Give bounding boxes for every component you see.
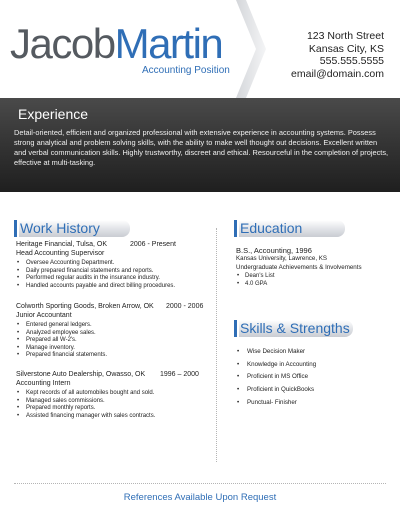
job-title: Accounting Intern bbox=[16, 380, 71, 387]
column-divider bbox=[216, 228, 217, 462]
list-item: • Prepared monthly reports. bbox=[16, 405, 212, 413]
work-history-heading bbox=[14, 220, 130, 237]
job-company: Colworth Sporting Goods, Broken Arrow, OK bbox=[16, 303, 154, 310]
experience-title: Experience bbox=[18, 106, 89, 122]
contact-info bbox=[291, 30, 384, 80]
job-entry bbox=[16, 241, 212, 290]
list-item: • Dean's List bbox=[236, 272, 386, 280]
list-item: • Managed sales commissions. bbox=[16, 398, 212, 406]
resume-header bbox=[0, 0, 400, 98]
list-item: • Proficient in QuickBooks bbox=[236, 386, 386, 399]
list-item: • Performed regular audits in the insurance industry. bbox=[16, 275, 212, 283]
city-state: Kansas City, KS bbox=[308, 42, 384, 55]
job-title: Head Accounting Supervisor bbox=[16, 250, 105, 257]
achievements-list bbox=[236, 272, 386, 288]
job-dates: 2006 - Present bbox=[130, 241, 176, 248]
job-duties bbox=[16, 260, 212, 290]
job-dates: 1996 – 2000 bbox=[160, 371, 199, 378]
phone-number: 555.555.5555 bbox=[319, 55, 384, 67]
education-details bbox=[236, 246, 386, 288]
job-company: Silverstone Auto Dealership, Owasso, OK bbox=[16, 371, 146, 378]
list-item: • Knowledge in Accounting bbox=[236, 361, 386, 374]
list-item: • Proficient in MS Office bbox=[236, 373, 386, 386]
skills-title: Skills & Strengths bbox=[240, 320, 350, 336]
name bbox=[10, 22, 222, 66]
list-item: • Assisted financing manager with sales contracts. bbox=[16, 413, 212, 421]
skills-heading bbox=[234, 320, 352, 337]
job-company: Heritage Financial, Tulsa, OK bbox=[16, 241, 108, 248]
list-item: • Handled accounts payable and direct billing procedures. bbox=[16, 283, 212, 291]
footer-divider bbox=[14, 483, 386, 484]
first-name: Jacob bbox=[10, 20, 115, 67]
position-title: Accounting Position bbox=[142, 65, 230, 76]
skills-list bbox=[236, 348, 386, 411]
job-entry bbox=[16, 371, 212, 420]
list-item: • Prepared financial statements. bbox=[16, 352, 212, 360]
job-duties bbox=[16, 390, 212, 420]
job-entry bbox=[16, 303, 212, 360]
list-item: • 4.0 GPA bbox=[236, 280, 386, 288]
street-address: 123 North Street bbox=[306, 30, 384, 42]
email-address: email@domain.com bbox=[291, 67, 384, 80]
list-item: • Entered general ledgers. bbox=[16, 322, 212, 330]
list-item: • Kept records of all automobiles bought and sold. bbox=[16, 390, 212, 398]
achievements-heading: Undergraduate Achievements & Involvements bbox=[236, 263, 362, 271]
references-note: References Available Upon Request bbox=[123, 492, 277, 503]
degree: B.S., Accounting, 1996 bbox=[236, 246, 312, 255]
school: Kansas University, Lawrence, KS bbox=[236, 255, 328, 262]
list-item: • Analyzed employee sales. bbox=[16, 330, 212, 338]
job-dates: 2000 - 2006 bbox=[166, 303, 204, 310]
work-history-title: Work History bbox=[20, 220, 100, 236]
job-title: Junior Accountant bbox=[16, 312, 72, 319]
list-item: • Prepared all W-2's. bbox=[16, 337, 212, 345]
education-title: Education bbox=[240, 220, 303, 236]
list-item: • Wise Decision Maker bbox=[236, 348, 386, 361]
last-name: Martin bbox=[114, 20, 223, 67]
experience-banner bbox=[0, 98, 400, 192]
education-heading bbox=[234, 220, 346, 237]
list-item: • Punctual- Finisher bbox=[236, 399, 386, 412]
list-item: • Oversee Accounting Department. bbox=[16, 260, 212, 268]
list-item: • Manage inventory. bbox=[16, 345, 212, 353]
job-duties bbox=[16, 322, 212, 360]
chevron-divider-icon bbox=[236, 0, 266, 98]
list-item: • Daily prepared financial statements and reports. bbox=[16, 268, 212, 276]
experience-summary: Detail-oriented, efficient and organized professional with extensive experience in accounting systems. Possess strong analytical and problem solving skills, with the ability to make well thought out decisions. Excellent written and verbal communication skills. Highly trustworthy, discreet and ethical. Resourceful in the completion of projects, effective at multi-tasking. bbox=[14, 128, 389, 167]
